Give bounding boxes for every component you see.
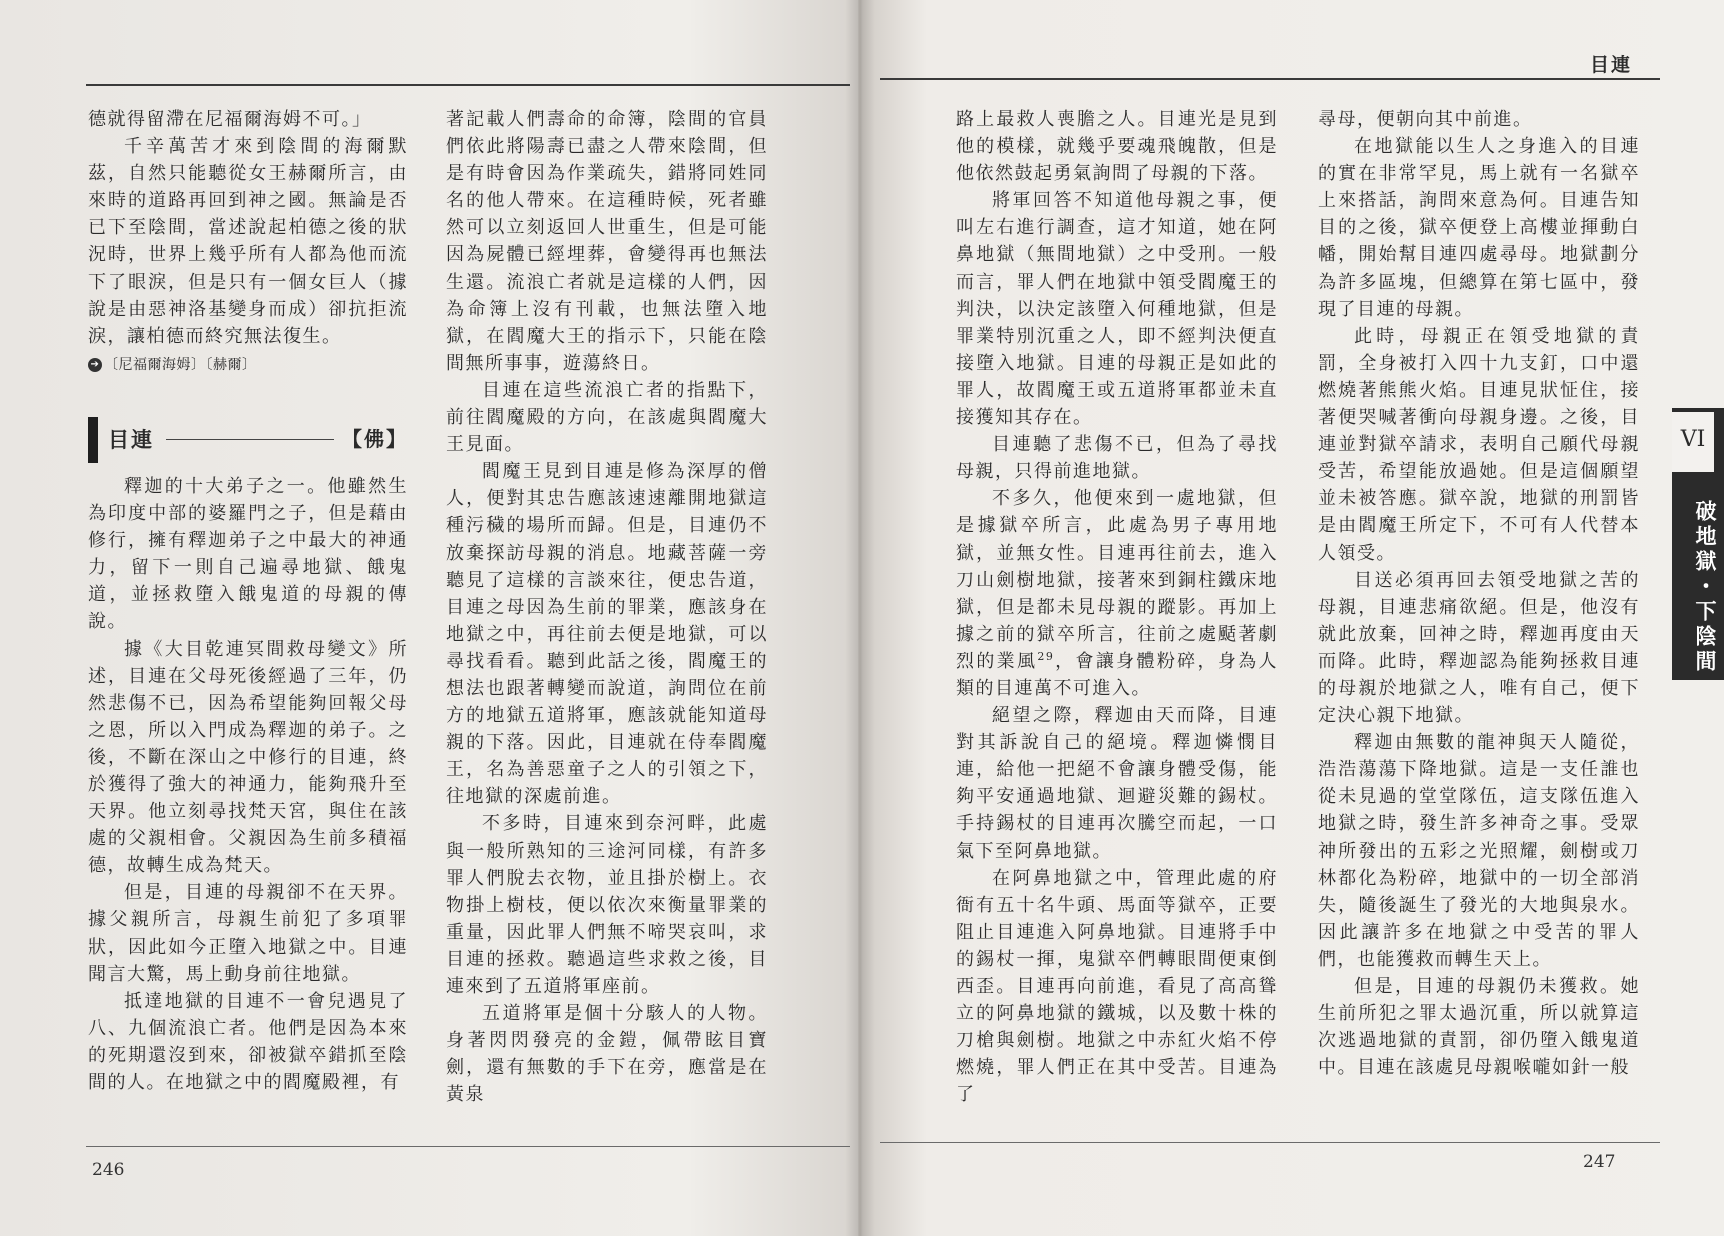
paragraph-text: 不多時，目連來到奈河畔，此處與一般所熟知的三途河同樣，有許多罪人們脫去衣物，並且掛於樹上。衣物掛上樹枝，便以依次來衡量罪業的重量，因此罪人們無不啼哭哀叫，求目連的拯救。聽過這些求救之後，目連來到了五道將軍座前。: [446, 813, 768, 997]
paragraph: [1318, 567, 1640, 730]
paragraph: [956, 187, 1278, 431]
cross-reference: [88, 352, 408, 379]
paragraph: [88, 636, 408, 880]
paragraph: [446, 377, 768, 458]
left-top-rule: [86, 84, 850, 86]
entry-heading: [88, 417, 408, 463]
paragraph-text: 據《大目乾連冥間救母變文》所述，目連在父母死後經過了三年，仍然悲傷不已，因為希望能夠回報父母之恩，所以入門成為釋迦的弟子。之後，不斷在深山之中修行的目連，終於獲得了強大的神通力，能夠飛升至天界。他立刻尋找梵天宮，與住在該處的父親相會。父親因為生前多積福德，故轉生成為梵天。: [88, 638, 408, 877]
entry-heading-line: [166, 439, 334, 440]
paragraph-text: 尋母，便朝向其中前進。: [1318, 109, 1533, 130]
paragraph: [1318, 323, 1640, 567]
paragraph: [88, 879, 408, 987]
paragraph-text: 但是，目連的母親仍未獲救。她生前所犯之罪太過沉重，所以就算這次逃過地獄的責罰，卻仍墮入餓鬼道中。目連在該處見母親喉嚨如針一般: [1318, 976, 1640, 1079]
text-column-1: [88, 106, 408, 1096]
paragraph: [1318, 133, 1640, 323]
right-top-rule: [880, 78, 1660, 80]
paragraph: [956, 106, 1278, 187]
paragraph: [88, 106, 408, 133]
paragraph-text: 五道將軍是個十分駭人的人物。身著閃閃發亮的金鎧，佩帶眩目寶劍，還有無數的手下在旁，應當是在黃泉: [446, 1003, 768, 1106]
paragraph: [956, 865, 1278, 1109]
paragraph-text: 德就得留滯在尼福爾海姆不可。」: [88, 109, 372, 130]
entry-tag: 【佛】: [342, 427, 408, 452]
running-head: 目連: [1590, 54, 1633, 76]
paragraph-text: 釋迦由無數的龍神與天人隨從，浩浩蕩蕩下降地獄。這是一支任誰也從未見過的堂堂隊伍，這支隊伍進入地獄之時，發生許多神奇之事。受眾神所發出的五彩之光照耀，劍樹或刀林都化為粉碎，地獄中的一切全部消失，隨後誕生了發光的大地與泉水。因此讓許多在地獄之中受苦的罪人們，也能獲救而轉生天上。: [1318, 732, 1640, 970]
paragraph-text: 目送必須再回去領受地獄之苦的母親，目連悲痛欲絕。但是，他沒有就此放棄，回神之時，釋迦再度由天而降。此時，釋迦認為能夠拯救目連的母親於地獄之人，唯有自己，便下定決心親下地獄。: [1318, 569, 1640, 727]
entry-marker-bar: [88, 417, 98, 463]
paragraph-text: 目連在這些流浪亡者的指點下，前往閻魔殿的方向，在該處與閻魔大王見面。: [446, 379, 768, 456]
paragraph: [956, 485, 1278, 702]
page-number-right: 247: [1583, 1152, 1616, 1172]
paragraph-text: 釋迦的十大弟子之一。他雖然生為印度中部的婆羅門之子，但是藉由修行，擁有釋迦弟子之中最大的神通力，留下一則自己遍尋地獄、餓鬼道，並拯救墮入餓鬼道的母親的傳說。: [88, 475, 408, 633]
paragraph-text: 但是，目連的母親卻不在天界。據父親所言，母親生前犯了多項罪狀，因此如今正墮入地獄之中。目連聞言大驚，馬上動身前往地獄。: [88, 882, 408, 985]
paragraph-text: 千辛萬苦才來到陰間的海爾默茲，自然只能聽從女王赫爾所言，由來時的道路再回到神之國。無論是否已下至陰間，當述說起柏德之後的狀況時，世界上幾乎所有人都為他而流下了眼淚，但是只有一個女巨人（據說是由惡神洛基變身而成）卻抗拒流淚，讓柏德而終究無法復生。: [88, 136, 408, 347]
paragraph: [446, 106, 768, 377]
paragraph-text: 目連聽了悲傷不已，但為了尋找母親，只得前進地獄。: [956, 434, 1278, 483]
paragraph-text: 閻魔王見到目連是修為深厚的僧人，便對其忠告應該速速離開地獄這種污穢的場所而歸。但是，目連仍不放棄探訪母親的消息。地藏菩薩一旁聽見了這樣的言談來往，便忠告道，目連之母因為生前的罪業，應該身在地獄之中，再往前去便是地獄，可以尋找看看。聽到此話之後，閻魔王的想法也跟著轉變而說道，詢問位在前方的地獄五道將軍，應該就能知道母親的下落。因此，目連就在侍奉閻魔王，名為善惡童子之人的引領之下，往地獄的深處前進。: [446, 461, 768, 808]
paragraph-text: 絕望之際，釋迦由天而降，目連對其訴說自己的絕境。釋迦憐憫目連，給他一把絕不會讓身體受傷，能夠平安通過地獄、迴避災難的錫杖。手持錫杖的目連再次騰空而起，一口氣下至阿鼻地獄。: [956, 705, 1278, 862]
paragraph-text: 路上最救人喪膽之人。目連光是見到他的模樣，就幾乎要魂飛魄散，但是他依然鼓起勇氣詢問了母親的下落。: [956, 109, 1278, 185]
paragraph: [956, 702, 1278, 865]
paragraph: [446, 1000, 768, 1108]
book-gutter: [845, 0, 875, 1236]
right-bottom-rule: [880, 1142, 1660, 1143]
entry-title: 目連: [108, 427, 154, 453]
paragraph-text: ，會讓身體粉碎，身為人類的目連萬不可進入。: [956, 650, 1279, 699]
cross-reference-text: 〔尼福爾海姆〕〔赫爾〕: [104, 356, 257, 373]
paragraph-text: 抵達地獄的目連不一會兒遇見了八、九個流浪亡者。他們是因為本來的死期還沒到來，卻被獄卒錯抓至陰間的人。在地獄之中的閻魔殿裡，有: [88, 990, 408, 1093]
paragraph-text: 在阿鼻地獄之中，管理此處的府衙有五十名牛頭、馬面等獄卒，正要阻止目連進入阿鼻地獄。目連將手中的錫杖一揮，鬼獄卒們轉眼間便東倒西歪。目連再向前進，看見了高高聳立的阿鼻地獄的鐵城，以及數十株的刀槍與劍樹。地獄之中赤紅火焰不停燃燒，罪人們正在其中受苦。目連為了: [956, 867, 1278, 1106]
paragraph: [1318, 729, 1640, 973]
chapter-title: 破地獄・下陰間: [1693, 500, 1718, 675]
text-column-4: [1318, 106, 1640, 1081]
paragraph: [446, 458, 768, 810]
paragraph-text: 不多久，他便來到一處地獄，但是據獄卒所言，此處為男子專用地獄，並無女性。目連再往前去，進入刀山劍樹地獄，接著來到銅柱鐵床地獄，但是都未見母親的蹤影。再加上據之前的獄卒所言，往前之處颳著劇烈的業風: [956, 488, 1278, 672]
paragraph: [446, 810, 768, 1000]
paragraph: [88, 988, 408, 1096]
paragraph: [1318, 106, 1640, 133]
paragraph-text: 將軍回答不知道他母親之事，便叫左右進行調查，這才知道，她在阿鼻地獄（無間地獄）之中受刑。一般而言，罪人們在地獄中領受閻魔王的判決，以決定該墮入何種地獄，但是罪業特別沉重之人，即不經判決便直接墮入地獄。目連的母親正是如此的罪人，故閻魔王或五道將軍都並未直接獲知其存在。: [956, 190, 1278, 429]
left-bottom-rule: [86, 1146, 850, 1147]
paragraph-text: 著記載人們壽命的命簿，陰間的官員們依此將陽壽已盡之人帶來陰間，但是有時會因為作業疏失，錯將同姓同名的他人帶來。在這種時候，死者雖然可以立刻返回人世重生，但是可能因為屍體已經埋葬，會變得再也無法生還。流浪亡者就是這樣的人們，因為命簿上沒有刊載，也無法墮入地獄，在閻魔大王的指示下，只能在陰間無所事事，遊蕩終日。: [446, 109, 768, 374]
arrow-right-icon: ➔: [88, 358, 102, 372]
paragraph-text: 在地獄能以生人之身進入的目連的實在非常罕見，馬上就有一名獄卒上來搭話，詢問來意為何。目連告知目的之後，獄卒便登上高樓並揮動白幡，開始幫目連四處尋母。地獄劃分為許多區塊，但總算在第七區中，發現了目連的母親。: [1318, 136, 1640, 320]
paragraph: [88, 133, 408, 350]
paragraph: [88, 473, 408, 636]
footnote-marker: 29: [1037, 649, 1055, 663]
page-number-left: 246: [92, 1160, 125, 1180]
paragraph-text: 此時，母親正在領受地獄的責罰，全身被打入四十九支釘，口中還燃燒著熊熊火焰。目連見狀怔住，接著便哭喊著衝向母親身邊。之後，目連並對獄卒請求，表明自己願代母親受苦，希望能放過她。但是這個願望並未被答應。獄卒說，地獄的刑罰皆是由閻魔王所定下，不可有人代替本人領受。: [1318, 325, 1640, 564]
paragraph: [956, 431, 1278, 485]
chapter-number: VI: [1672, 412, 1714, 472]
text-column-2: [446, 106, 768, 1108]
text-column-3: [956, 106, 1278, 1108]
paragraph: [1318, 973, 1640, 1081]
